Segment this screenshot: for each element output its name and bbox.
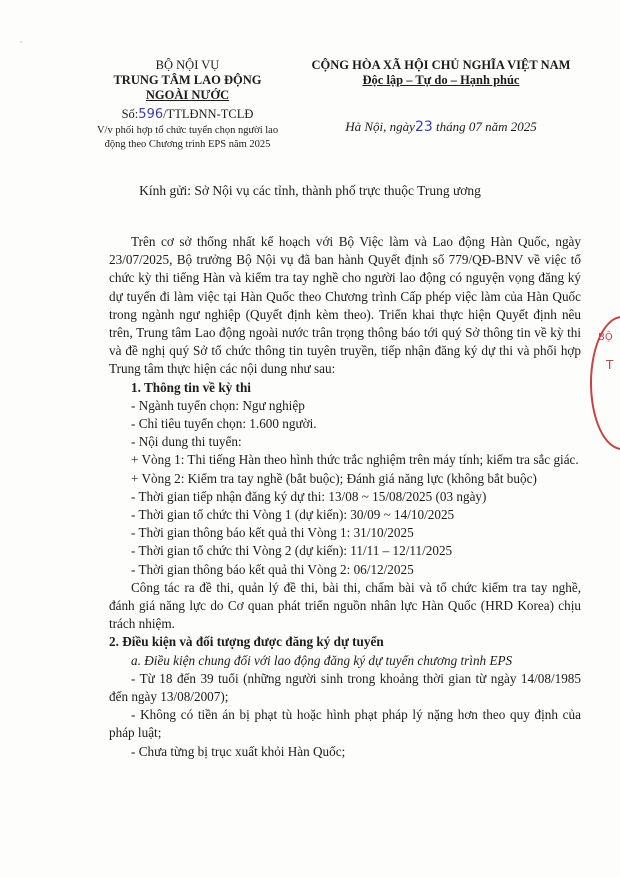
s1-note: Công tác ra đề thi, quản lý đề thi, bài thi, chấm bài và tổ chức kiểm tra tay nghề, đánh giá năng lực do Cơ quan phát triển nguồn nhân lực Hàn Quốc (HRD Korea) chịu trách nhiệm. xyxy=(109,579,581,632)
date-suffix: tháng 07 năm 2025 xyxy=(436,119,537,134)
date-prefix: Hà Nội, ngày xyxy=(345,119,415,134)
s1-item: - Thời gian tiếp nhận đăng ký dự thi: 13/08 ~ 15/08/2025 (03 ngày) xyxy=(131,488,487,504)
subject-line2: động theo Chương trình EPS năm 2025 xyxy=(104,139,271,150)
subject-line1: V/v phối hợp tổ chức tuyển chọn người lao xyxy=(96,125,279,136)
recipient-line: Kính gửi: Sở Nội vụ các tỉnh, thành phố trực thuộc Trung ương xyxy=(139,183,481,198)
date-day-handwritten: 23 xyxy=(414,119,433,135)
section1-heading: 1. Thông tin về kỳ thi xyxy=(131,379,251,395)
doc-number-suffix: /TTLĐNN-TCLĐ xyxy=(163,107,254,121)
intro-paragraph: Trên cơ sở thống nhất kế hoạch với Bộ Việc làm và Lao động Hàn Quốc, ngày 23/07/2025, Bộ trưởng Bộ Nội vụ đã ban hành Quyết định số 779/QĐ-BNV về việc tổ chức kỳ thi tiếng Hàn và kiểm tra tay nghề cho người lao động có nguyện vọng đăng ký dự tuyển đi làm việc tại Hàn Quốc theo Chương trình Cấp phép việc làm của Hàn Quốc trong ngành ngư nghiệp (Quyết định kèm theo). Triển khai thực hiện Quyết định nêu trên, Trung tâm Lao động ngoài nước trân trọng thông báo tới quý Sở thông tin về kỳ thi và đề nghị quý Sở tổ chức thông tin tuyên truyền, tiếp nhận đăng ký dự thi và phối hợp Trung tâm thực hiện các nội dung như sau: xyxy=(109,234,581,377)
doc-number-handwritten: 596 xyxy=(138,107,164,122)
scan-mark: ˜ xyxy=(20,40,23,49)
s1-item: + Vòng 2: Kiểm tra tay nghề (bắt buộc); Đánh giá năng lực (không bắt buộc) xyxy=(131,470,537,486)
center-name-line1: TRUNG TÂM LAO ĐỘNG xyxy=(113,73,262,87)
document-date xyxy=(296,118,586,136)
s2-item: - Không có tiền án bị phạt tù hoặc hình phạt pháp lý nặng hơn theo quy định của pháp luật; xyxy=(109,707,581,741)
stamp-text-mid: T xyxy=(606,358,614,372)
document-number xyxy=(80,106,295,123)
stamp-text-top: BỘ xyxy=(598,332,613,343)
s2-item: - Từ 18 đến 39 tuổi (những người sinh trong khoảng thời gian từ ngày 14/08/1985 đến ngày 13/08/2007); xyxy=(109,670,581,705)
doc-number-prefix: Số: xyxy=(121,107,139,121)
center-name-line2: NGOÀI NƯỚC xyxy=(145,88,230,102)
s1-item: - Thời gian tổ chức thi Vòng 1 (dự kiến): 30/09 ~ 14/10/2025 xyxy=(131,507,455,523)
issuer-block xyxy=(80,58,295,151)
national-motto: Độc lập – Tự do – Hạnh phúc xyxy=(362,73,520,87)
ministry-name: BỘ NỘI VỤ xyxy=(155,58,220,72)
national-header xyxy=(296,58,586,136)
s1-item: - Nội dung thi tuyển: xyxy=(131,434,242,450)
s1-item: - Ngành tuyển chọn: Ngư nghiệp xyxy=(131,397,305,413)
s2a-heading: a. Điều kiện chung đối với lao động đăng ký dự tuyển chương trình EPS xyxy=(131,652,513,668)
section2-heading: 2. Điều kiện và đối tượng được đăng ký dự tuyển xyxy=(109,634,384,650)
s1-item: - Thời gian thông báo kết quả thi Vòng 2: 06/12/2025 xyxy=(131,561,414,577)
nation-title: CỘNG HÒA XÃ HỘI CHỦ NGHĨA VIỆT NAM xyxy=(311,58,571,72)
s1-item: - Thời gian tổ chức thi Vòng 2 (dự kiến): 11/11 – 12/11/2025 xyxy=(131,543,453,559)
s1-item: + Vòng 1: Thi tiếng Hàn theo hình thức trắc nghiệm trên máy tính; kiểm tra sắc giác. xyxy=(131,452,579,468)
s2-item: - Chưa từng bị trục xuất khỏi Hàn Quốc; xyxy=(131,743,346,759)
official-stamp-partial xyxy=(590,316,620,450)
s1-item: - Thời gian thông báo kết quả thi Vòng 1: 31/10/2025 xyxy=(131,525,414,541)
document-body xyxy=(109,233,581,761)
s1-item: - Chỉ tiêu tuyển chọn: 1.600 người. xyxy=(131,416,317,432)
